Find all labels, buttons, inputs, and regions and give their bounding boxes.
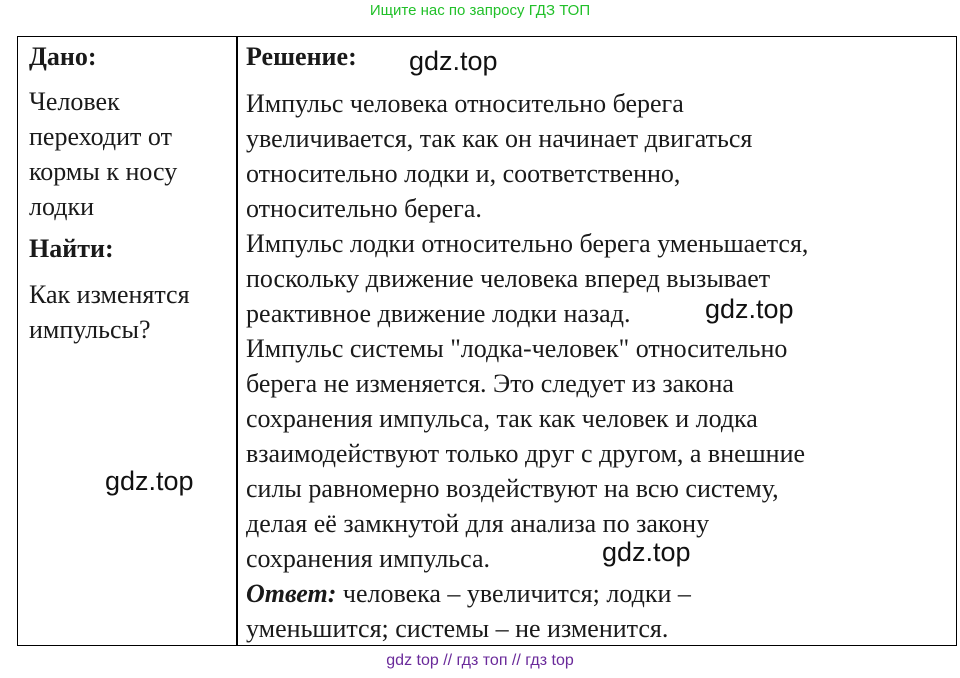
answer-label: Ответ: — [246, 579, 337, 608]
solution-column — [246, 39, 951, 646]
answer — [246, 576, 951, 646]
watermark: gdz.top — [705, 294, 794, 324]
solution-paragraph-boat: Импульс лодки относительно берега уменьшается, поскольку движение человека вперед вызывает реактивное движение лодки назад. — [246, 229, 809, 328]
watermark: gdz.top — [409, 46, 498, 76]
find-text: Как изменятся импульсы? — [29, 280, 190, 344]
solution-heading: Решение: — [246, 42, 357, 71]
given-column — [29, 39, 234, 347]
watermark: gdz.top — [105, 466, 194, 496]
top-banner: Ищите нас по запросу ГДЗ ТОП — [369, 2, 591, 19]
answer-text: человека – увеличится; лодки – уменьшится; системы – не изменится. — [246, 579, 691, 643]
solution-paragraph-system: Импульс системы "лодка-человек" относительно берега не изменяется. Это следует из закона сохранения импульса, так как человек и лодка взаимодействуют только друг с другом, а внешние силы равномерно воздействуют на всю систему, делая её замкнутой для анализа по закону сохранения импульса. — [246, 334, 806, 573]
given-text: Человек переходит от кормы к носу лодки — [29, 87, 178, 221]
bottom-banner: gdz top // гдз топ // гдз top — [386, 652, 574, 669]
watermark: gdz.top — [602, 537, 691, 567]
solution-paragraph-person: Импульс человека относительно берега увеличивается, так как он начинает двигаться относительно лодки и, соответственно, относительно берега. — [246, 89, 753, 223]
find-heading: Найти: — [29, 234, 114, 263]
given-heading: Дано: — [29, 42, 97, 71]
solution-table — [17, 36, 957, 646]
column-divider — [236, 37, 238, 645]
